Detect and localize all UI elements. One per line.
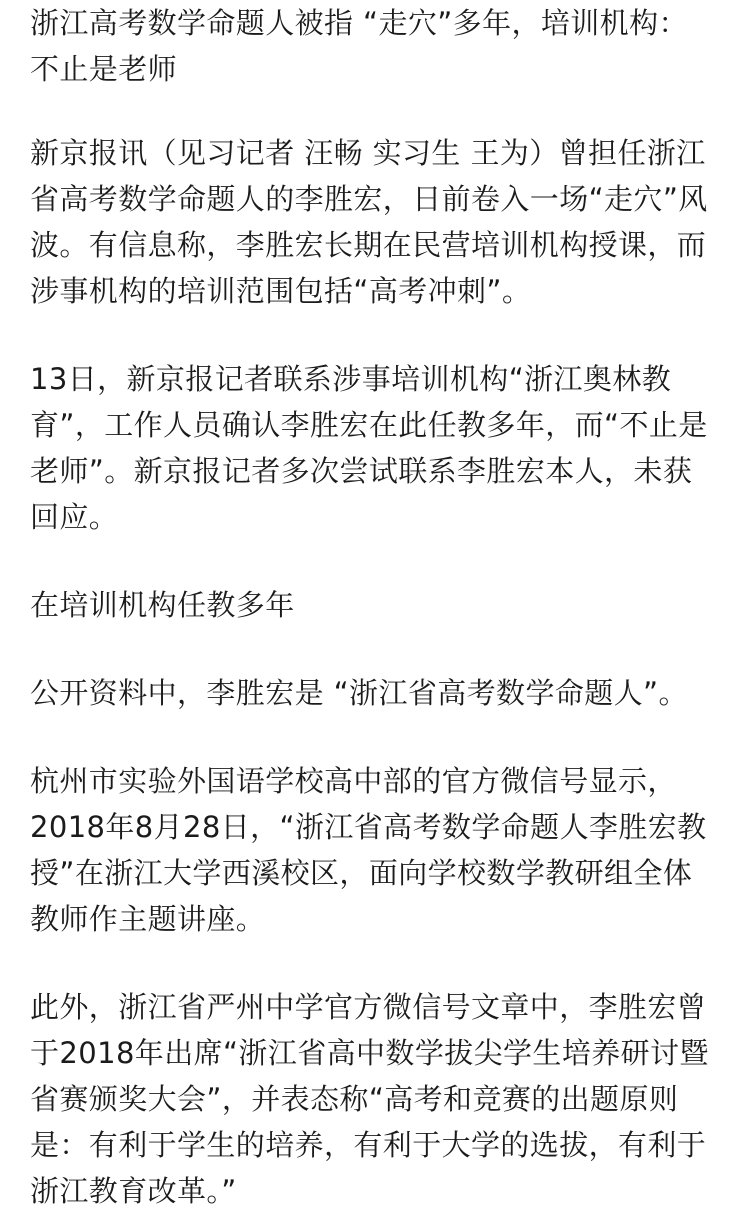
spacer: [30, 716, 714, 758]
section-heading: 在培训机构任教多年: [30, 588, 295, 622]
article-body: [30, 0, 714, 1214]
spacer: [30, 92, 714, 130]
article-title: 浙江高考数学命题人被指 “走穴”多年，培训机构：不止是老师: [30, 6, 688, 86]
paragraph-public-info: 公开资料中，李胜宏是 “浙江省高考数学命题人”。: [30, 676, 688, 710]
spacer: [30, 314, 714, 356]
spacer: [30, 942, 714, 984]
spacer: [30, 628, 714, 670]
paragraph-lecture: 杭州市实验外国语学校高中部的官方微信号显示，2018年8月28日，“浙江省高考数学命题人李胜宏教授”在浙江大学西溪校区，面向学校数学教研组全体教师作主题讲座。: [30, 764, 707, 936]
paragraph-contact: 13日，新京报记者联系涉事培训机构“浙江奥林教育”，工作人员确认李胜宏在此任教多年，而“不止是老师”。新京报记者多次尝试联系李胜宏本人，未获回应。: [30, 362, 708, 534]
paragraph-conference: 此外，浙江省严州中学官方微信号文章中，李胜宏曾于2018年出席“浙江省高中数学拔尖学生培养研讨暨省赛颁奖大会”，并表态称“高考和竞赛的出题原则是：有利于学生的培养，有利于大学的选拔，有利于浙江教育改革。”: [30, 990, 709, 1208]
paragraph-intro: 新京报讯（见习记者 汪畅 实习生 王为）曾担任浙江省高考数学命题人的李胜宏，日前卷入一场“走穴”风波。有信息称，李胜宏长期在民营培训机构授课，而涉事机构的培训范围包括“高考冲刺”。: [30, 136, 708, 308]
spacer: [30, 540, 714, 582]
